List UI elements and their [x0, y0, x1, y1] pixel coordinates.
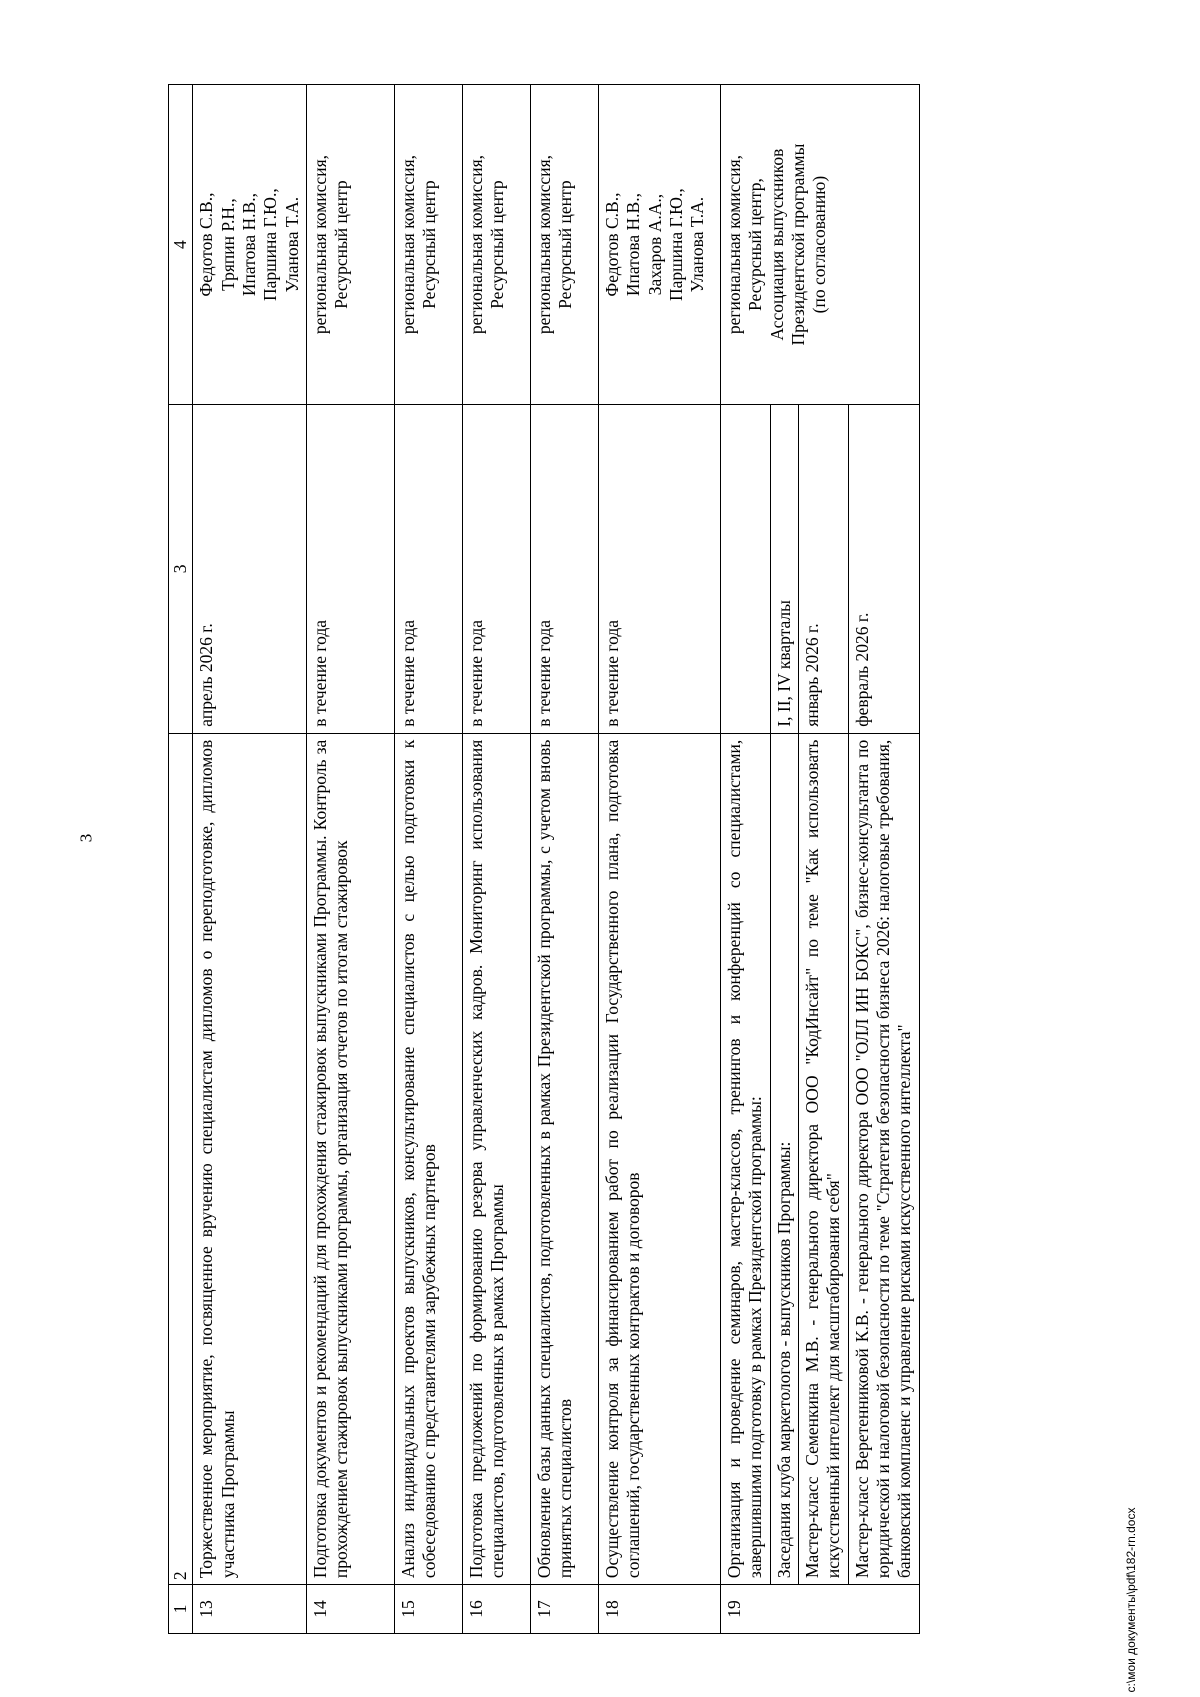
header-col-1: 1 — [169, 1585, 193, 1634]
table-row-19-intro — [721, 85, 771, 1634]
subrow-date: январь 2026 г. — [799, 405, 849, 734]
row-description: Анализ индивидуальных проектов выпускников, консультирование специалистов с целью подготовки к собеседованию с представителями зарубежных партнеров — [395, 733, 463, 1584]
row-responsible: региональная комиссия, Ресурсный центр — [395, 85, 463, 405]
row-date: в течение года — [599, 405, 721, 734]
row-date: в течение года — [307, 405, 395, 734]
header-col-4: 4 — [169, 85, 193, 405]
row-description: Торжественное мероприятие, посвященное вручению специалистам дипломов о переподготовке, дипломов участника Программы — [193, 733, 307, 1584]
row-responsible: региональная комиссия, Ресурсный центр — [463, 85, 531, 405]
subrow-date: февраль 2026 г. — [848, 405, 919, 734]
row-date: в течение года — [395, 405, 463, 734]
table-row — [307, 85, 395, 1634]
row-description: Осуществление контроля за финансированием работ по реализации Государственного плана, подготовка соглашений, государственных контрактов и договоров — [599, 733, 721, 1584]
table-row — [193, 85, 307, 1634]
row-number: 13 — [193, 1585, 307, 1634]
row-date: в течение года — [531, 405, 599, 734]
footer-file-path: c:\мои документы\pdf\182-rn.docx — [1124, 1507, 1138, 1693]
row-responsible: Федотов С.В., Тряпин Р.Н., Ипатова Н.В., Паршина Г.Ю., Уланова Т.А. — [193, 85, 307, 405]
row-number: 18 — [599, 1585, 721, 1634]
page-number: 3 — [76, 833, 96, 843]
plan-table — [168, 84, 920, 1634]
row-number: 19 — [721, 1585, 920, 1634]
table-row — [599, 85, 721, 1634]
header-col-3: 3 — [169, 405, 193, 734]
subrow-description: Мастер-класс Веретенниковой К.В. - генерального директора ООО "ОЛЛ ИН БОКС", бизнес-консультанта по юридической и налоговой безопасности по теме "Стратегия безопасности бизнеса 2026: налоговые требования, банковский комплаенс и управление рисками искусственного интеллекта" — [848, 733, 919, 1584]
row-number: 17 — [531, 1585, 599, 1634]
row-responsible: Федотов С.В., Ипатова Н.В., Захаров А.А., Паршина Г.Ю., Уланова Т.А. — [599, 85, 721, 405]
subrow-date: I, II, IV кварталы — [770, 405, 798, 734]
row-description: Обновление базы данных специалистов, подготовленных в рамках Президентской программы, с учетом вновь принятых специалистов — [531, 733, 599, 1584]
row-description: Подготовка документов и рекомендаций для прохождения стажировок выпускниками Программы. Контроль за прохождением стажировок выпускниками программы, организация отчетов по итогам стажировок — [307, 733, 395, 1584]
table-wrapper — [168, 84, 1056, 1634]
row-description: Подготовка предложений по формированию резерва управленческих кадров. Мониторинг использования специалистов, подготовленных в рамках Программы — [463, 733, 531, 1584]
subrow-description: Заседания клуба маркетологов - выпускников Программы: — [770, 733, 798, 1584]
subrow-description: Мастер-класс Семенкина М.В. - генерального директора ООО "КодИнсайт" по теме "Как использовать искусственный интеллект для масштабирования себя" — [799, 733, 849, 1584]
table-row — [463, 85, 531, 1634]
row-number: 16 — [463, 1585, 531, 1634]
row-date: в течение года — [463, 405, 531, 734]
header-col-2: 2 — [169, 733, 193, 1584]
row-responsible: региональная комиссия, Ресурсный центр — [531, 85, 599, 405]
row-date: апрель 2026 г. — [193, 405, 307, 734]
row-number: 15 — [395, 1585, 463, 1634]
row-number: 14 — [307, 1585, 395, 1634]
row-19-intro-date — [721, 405, 771, 734]
table-header-row — [169, 85, 193, 1634]
row-19-intro-text: Организация и проведение семинаров, мастер-классов, тренингов и конференций со специалистами, завершившими подготовку в рамках Президентской программы: — [721, 733, 771, 1584]
table-row — [531, 85, 599, 1634]
row-responsible: региональная комиссия, Ресурсный центр, Ассоциация выпускников Президентской программы (по согласованию) — [721, 85, 920, 405]
table-row — [395, 85, 463, 1634]
row-responsible: региональная комиссия, Ресурсный центр — [307, 85, 395, 405]
